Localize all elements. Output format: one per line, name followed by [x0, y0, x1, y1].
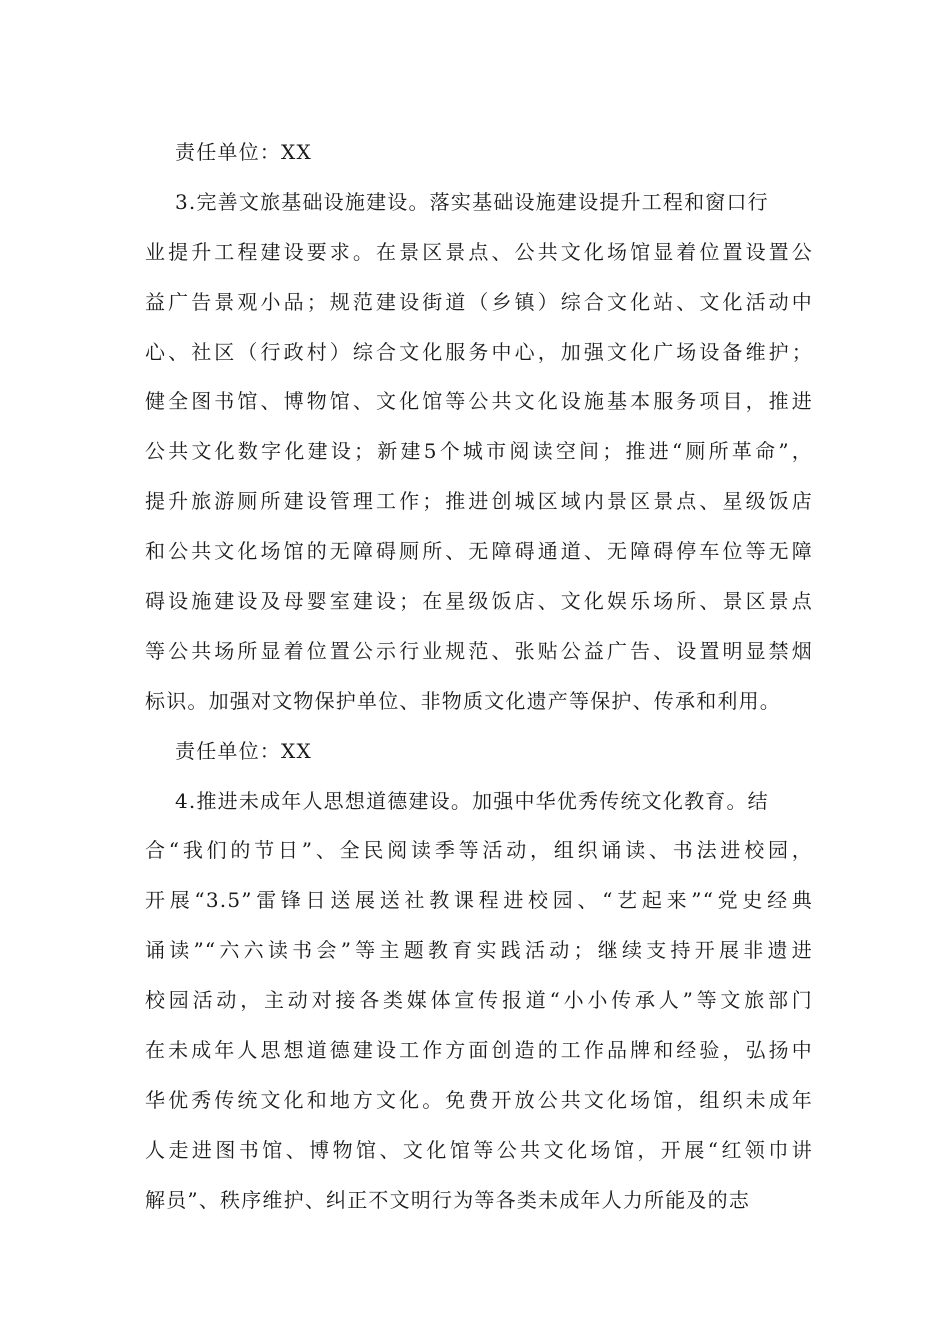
text-line: 业提升工程建设要求。在景区景点、公共文化场馆显着位置设置公 — [145, 239, 813, 264]
responsible-unit-line: 责任单位：XX — [175, 738, 312, 763]
text-line: 健全图书馆、博物馆、文化馆等公共文化设施基本服务项目，推进 — [145, 389, 813, 414]
paragraph-item-3 — [145, 178, 825, 727]
paragraph-responsible-2 — [145, 727, 825, 777]
text-line: 碍设施建设及母婴室建设；在星级饭店、文化娱乐场所、景区景点 — [145, 589, 813, 614]
responsible-unit-line: 责任单位：XX — [175, 140, 312, 164]
text-line: 提升旅游厕所建设管理工作；推进创城区域内景区景点、星级饭店 — [145, 489, 813, 514]
text-line: 华优秀传统文化和地方文化。免费开放公共文化场馆，组织未成年 — [145, 1087, 813, 1112]
text-line: 等公共场所显着位置公示行业规范、张贴公益广告、设置明显禁烟 — [145, 638, 813, 663]
text-line: 开展“3.5”雷锋日送展送社教课程进校园、“艺起来”“党史经典 — [145, 888, 813, 913]
paragraph-item-4 — [145, 777, 825, 1226]
text-line: 4.推进未成年人思想道德建设。加强中华优秀传统文化教育。结 — [175, 788, 769, 813]
text-line: 校园活动，主动对接各类媒体宣传报道“小小传承人”等文旅部门 — [145, 988, 813, 1013]
text-line: 解员”、秩序维护、纠正不文明行为等各类未成年人力所能及的志 — [145, 1187, 751, 1212]
paragraph-responsible-1 — [145, 128, 825, 178]
text-line: 人走进图书馆、博物馆、文化馆等公共文化场馆，开展“红领巾讲 — [145, 1137, 813, 1162]
text-line: 公共文化数字化建设；新建5个城市阅读空间；推进“厕所革命”， — [145, 439, 813, 464]
text-line: 心、社区（行政村）综合文化服务中心，加强文化广场设备维护； — [145, 339, 813, 364]
text-line: 在未成年人思想道德建设工作方面创造的工作品牌和经验，弘扬中 — [145, 1038, 813, 1063]
text-line: 诵读”“六六读书会”等主题教育实践活动；继续支持开展非遗进 — [145, 938, 813, 963]
text-line: 标识。加强对文物保护单位、非物质文化遗产等保护、传承和利用。 — [145, 688, 781, 713]
text-line: 和公共文化场馆的无障碍厕所、无障碍通道、无障碍停车位等无障 — [145, 539, 813, 564]
document-body — [145, 128, 825, 1226]
text-line: 合“我们的节日”、全民阅读季等活动，组织诵读、书法进校园， — [145, 838, 813, 863]
text-line: 益广告景观小品；规范建设街道（乡镇）综合文化站、文化活动中 — [145, 289, 813, 314]
text-line: 3.完善文旅基础设施建设。落实基础设施建设提升工程和窗口行 — [175, 189, 769, 214]
